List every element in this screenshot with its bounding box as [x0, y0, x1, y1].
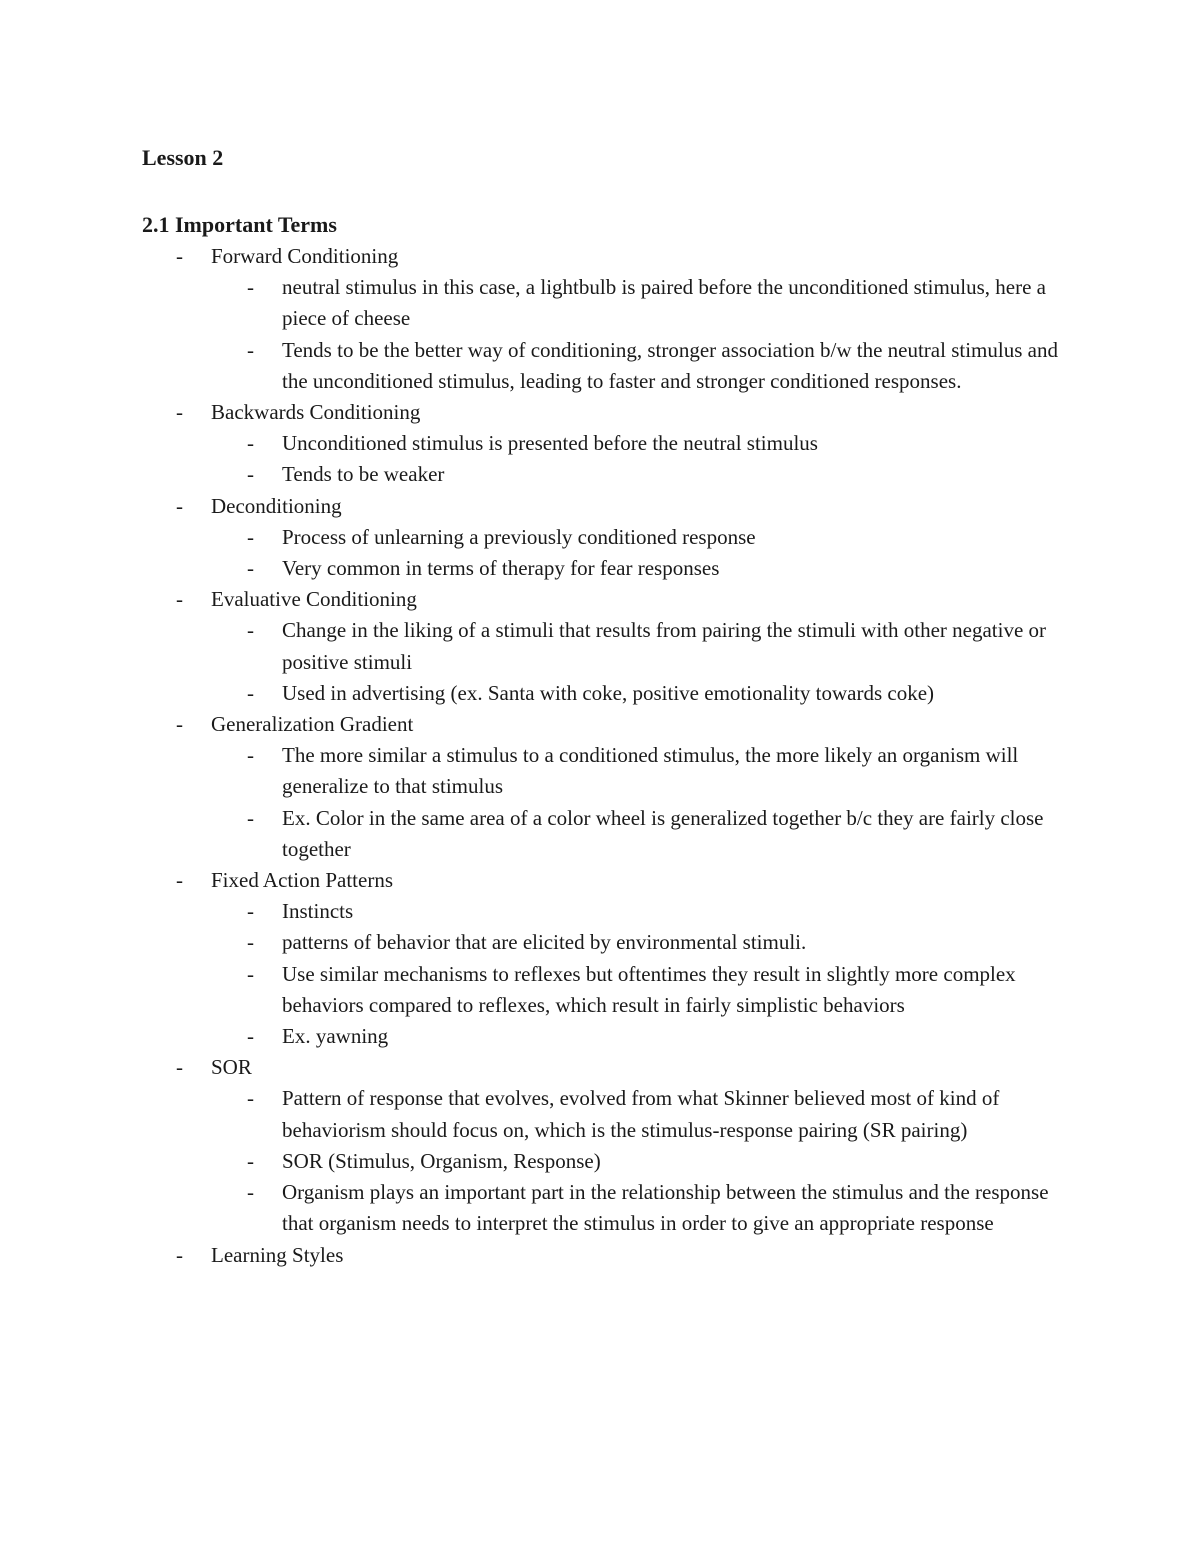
detail-item	[211, 740, 1062, 802]
detail-text: Instincts	[282, 899, 354, 924]
detail-text: Pattern of response that evolves, evolved from what Skinner believed most of kind of behaviorism should focus on, which is the stimulus-response pairing (SR pairing)	[282, 1086, 1000, 1142]
detail-text: Tends to be the better way of conditioning, stronger association b/w the neutral stimulus and the unconditioned stimulus, leading to faster and stronger conditioned responses.	[282, 337, 1058, 393]
bullet-dash: -	[247, 743, 254, 768]
detail-text: Use similar mechanisms to reflexes but oftentimes they result in slightly more complex behaviors compared to reflexes, which result in fairly simplistic behaviors	[282, 961, 1016, 1017]
bullet-dash: -	[176, 868, 183, 893]
detail-item	[211, 1146, 1062, 1177]
term-item	[176, 584, 1076, 709]
term-label: Forward Conditioning	[211, 244, 399, 268]
detail-text: Very common in terms of therapy for fear responses	[282, 556, 720, 581]
term-item	[176, 865, 1076, 1052]
detail-item	[211, 335, 1062, 397]
bullet-dash: -	[247, 618, 254, 643]
detail-item	[211, 678, 1062, 709]
term-item	[176, 1240, 1076, 1271]
detail-item	[211, 1021, 1062, 1052]
detail-text: Ex. Color in the same area of a color wheel is generalized together b/c they are fairly close together	[282, 805, 1044, 861]
term-label: SOR	[211, 1055, 252, 1080]
detail-item	[211, 272, 1062, 334]
term-label: Generalization Gradient	[211, 712, 414, 737]
term-item	[176, 397, 1076, 491]
bullet-dash: -	[247, 524, 254, 549]
lesson-title: Lesson 2	[142, 145, 224, 170]
detail-item	[211, 1177, 1062, 1239]
detail-item	[211, 803, 1062, 865]
detail-text: Ex. yawning	[282, 1024, 389, 1049]
detail-text: SOR (Stimulus, Organism, Response)	[282, 1148, 601, 1173]
detail-text: neutral stimulus in this case, a lightbulb is paired before the unconditioned stimulus, here a piece of cheese	[282, 275, 1046, 331]
term-label: Backwards Conditioning	[211, 400, 421, 425]
term-label: Evaluative Conditioning	[211, 587, 417, 612]
bullet-dash: -	[247, 961, 254, 986]
detail-item	[211, 959, 1062, 1021]
term-item	[176, 241, 1076, 397]
term-label: Deconditioning	[211, 493, 342, 518]
detail-text: patterns of behavior that are elicited by environmental stimuli.	[282, 930, 807, 955]
term-label: Fixed Action Patterns	[211, 868, 393, 893]
bullet-dash: -	[247, 805, 254, 830]
term-details-list	[211, 272, 1076, 397]
bullet-dash: -	[176, 493, 183, 518]
detail-item	[211, 615, 1062, 677]
detail-item	[211, 1083, 1062, 1145]
detail-item	[211, 896, 1062, 927]
bullet-dash: -	[247, 899, 254, 924]
detail-item	[211, 428, 1062, 459]
detail-text: Organism plays an important part in the relationship between the stimulus and the response that organism needs to interpret the stimulus in order to give an appropriate response	[282, 1180, 1049, 1236]
term-details-list	[211, 896, 1076, 1052]
term-item	[176, 709, 1076, 865]
bullet-dash: -	[247, 1148, 254, 1173]
bullet-dash: -	[247, 1086, 254, 1111]
bullet-dash: -	[176, 587, 183, 612]
bullet-dash: -	[247, 1180, 254, 1205]
term-item	[176, 1052, 1076, 1239]
detail-text: Tends to be weaker	[282, 462, 445, 487]
term-details-list	[211, 522, 1076, 584]
bullet-dash: -	[247, 462, 254, 487]
bullet-dash: -	[176, 1242, 183, 1267]
detail-item	[211, 553, 1062, 584]
detail-text: Process of unlearning a previously conditioned response	[282, 524, 756, 549]
term-details-list	[211, 740, 1076, 865]
bullet-dash: -	[247, 1024, 254, 1049]
bullet-dash: -	[247, 680, 254, 705]
bullet-dash: -	[176, 244, 183, 268]
detail-item	[211, 459, 1062, 490]
bullet-dash: -	[247, 337, 254, 362]
bullet-dash: -	[176, 400, 183, 425]
bullet-dash: -	[176, 1055, 183, 1080]
bullet-dash: -	[247, 431, 254, 456]
detail-text: Change in the liking of a stimuli that results from pairing the stimuli with other negative or positive stimuli	[282, 618, 1047, 674]
term-details-list	[211, 615, 1076, 709]
detail-item	[211, 522, 1062, 553]
detail-text: Used in advertising (ex. Santa with coke, positive emotionality towards coke)	[282, 680, 935, 705]
section-title: 2.1 Important Terms	[142, 212, 337, 237]
bullet-dash: -	[247, 556, 254, 581]
detail-text: The more similar a stimulus to a conditioned stimulus, the more likely an organism will generalize to that stimulus	[282, 743, 1019, 799]
terms-list	[176, 241, 1076, 1271]
detail-item	[211, 927, 1062, 958]
bullet-dash: -	[176, 712, 183, 737]
detail-text: Unconditioned stimulus is presented before the neutral stimulus	[282, 431, 818, 456]
bullet-dash: -	[247, 930, 254, 955]
term-label: Learning Styles	[211, 1242, 344, 1267]
term-item	[176, 491, 1076, 585]
term-details-list	[211, 428, 1076, 490]
term-details-list	[211, 1083, 1076, 1239]
bullet-dash: -	[247, 275, 254, 300]
